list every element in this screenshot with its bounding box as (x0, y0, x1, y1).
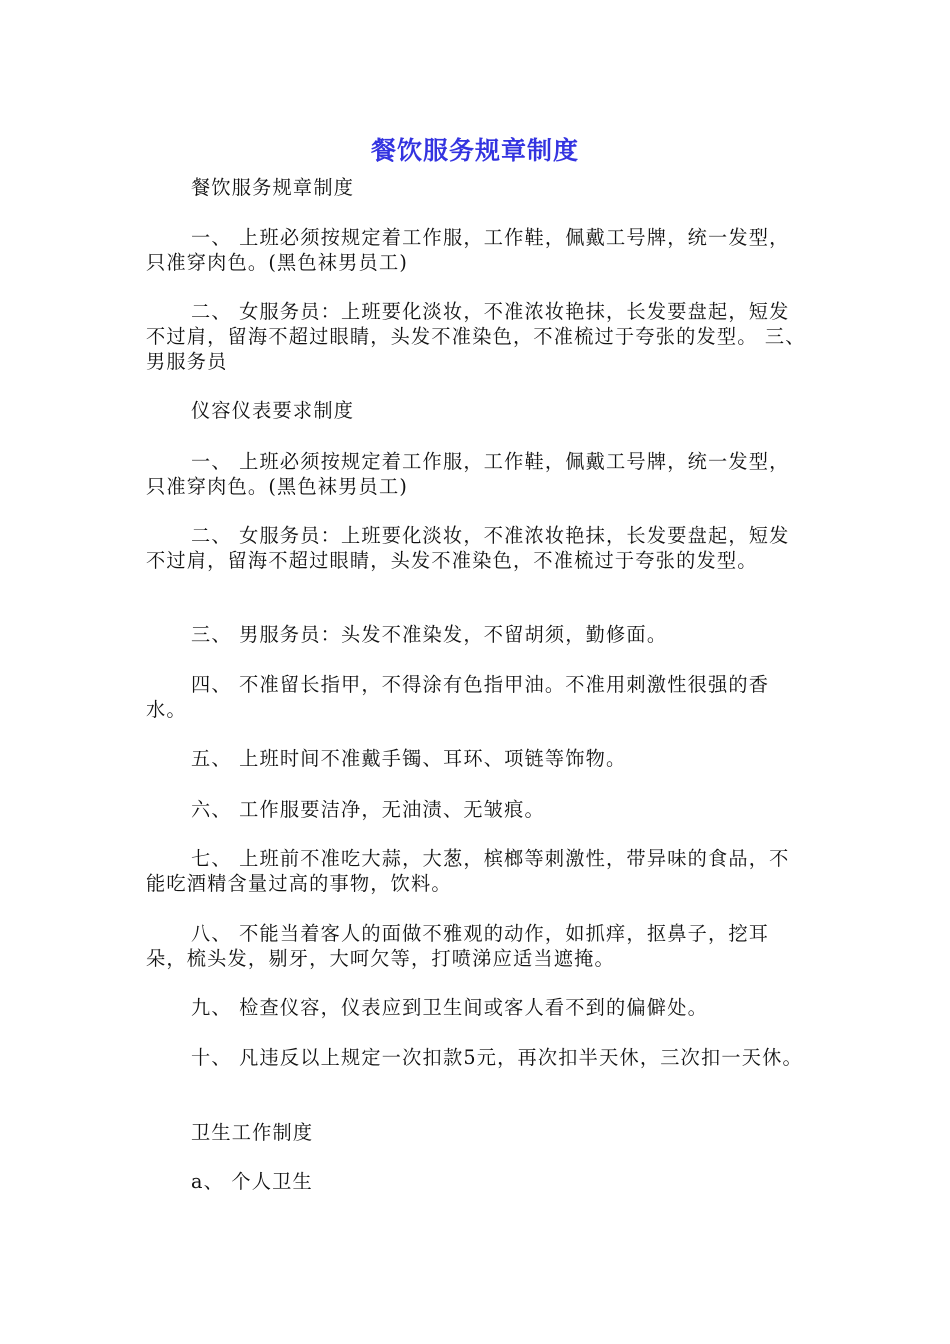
paragraph-heading: 餐饮服务规章制度 (191, 176, 355, 199)
paragraph: 九、 检查仪容，仪表应到卫生间或客人看不到的偏僻处。 (191, 996, 708, 1019)
paragraph: 二、 女服务员：上班要化淡妆，不准浓妆艳抹，长发要盘起，短发不过肩，留海不超过眼睛，头发不准染色，不准梳过于夸张的发型。 (146, 524, 790, 572)
paragraph: 八、 不能当着客人的面做不雅观的动作，如抓痒，抠鼻子，挖耳朵，梳头发，剔牙，大呵欠等，打喷涕应适当遮掩。 (146, 922, 770, 970)
paragraph: 五、 上班时间不准戴手镯、耳环、项链等饰物。 (191, 747, 627, 770)
paragraph-heading: 仪容仪表要求制度 (191, 399, 355, 422)
document-title: 餐饮服务规章制度 (370, 136, 579, 165)
paragraph: 三、 男服务员：头发不准染发，不留胡须，勤修面。 (191, 623, 668, 646)
paragraph: 七、 上班前不准吃大蒜，大葱，槟榔等刺激性，带异味的食品，不能吃酒精含量过高的事物，饮料。 (146, 847, 790, 895)
paragraph: 一、 上班必须按规定着工作服，工作鞋，佩戴工号牌，统一发型，只准穿肉色。(黑色袜男员工) (146, 226, 790, 274)
paragraph: 二、 女服务员：上班要化淡妆，不准浓妆艳抹，长发要盘起，短发不过肩，留海不超过眼睛，头发不准染色，不准梳过于夸张的发型。 三、 男服务员 (146, 300, 806, 373)
paragraph: 四、 不准留长指甲，不得涂有色指甲油。不准用刺激性很强的香水。 (146, 673, 770, 721)
paragraph: 十、 凡违反以上规定一次扣款5元，再次扣半天休，三次扣一天休。 (191, 1046, 803, 1069)
paragraph: 六、 工作服要洁净，无油渍、无皱痕。 (191, 798, 545, 821)
paragraph-heading: 卫生工作制度 (191, 1121, 314, 1144)
paragraph: 一、 上班必须按规定着工作服，工作鞋，佩戴工号牌，统一发型，只准穿肉色。(黑色袜男员工) (146, 450, 790, 498)
paragraph-heading: a、 个人卫生 (191, 1170, 313, 1193)
